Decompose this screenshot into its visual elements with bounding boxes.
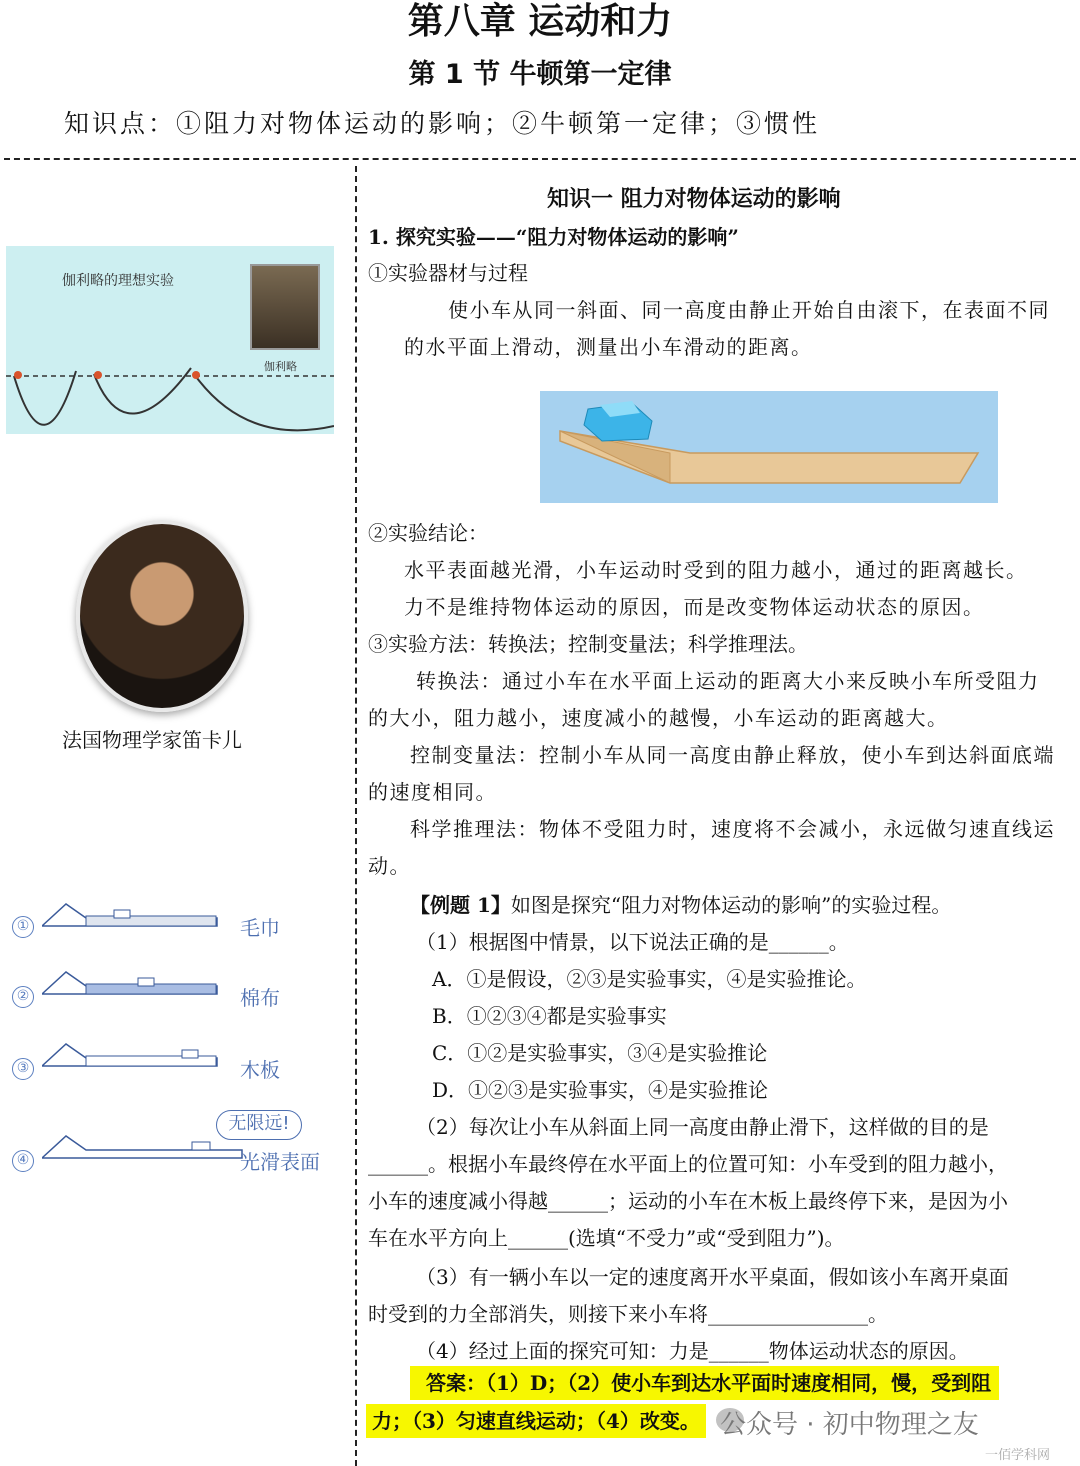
surface-number: ④	[12, 1150, 34, 1172]
knowledge-points: 知识点：①阻力对物体运动的影响；②牛顿第一定律；③惯性	[64, 109, 821, 138]
surface-smooth	[12, 1113, 342, 1202]
method-line: 动。	[368, 854, 411, 878]
question-3: （3）有一辆小车以一定的速度离开水平桌面，假如该小车离开桌面	[416, 1265, 1009, 1289]
column-divider	[355, 166, 357, 1466]
question-4: （4）经过上面的探究可知：力是______物体运动状态的原因。	[416, 1339, 969, 1363]
galileo-curves	[6, 246, 334, 434]
conclusion-line: 力不是维持物体运动的原因，而是改变物体运动状态的原因。	[404, 595, 985, 619]
top-divider	[4, 158, 1076, 160]
infinite-bubble: 无限远!	[216, 1110, 302, 1140]
example-tag: 【例题 1】	[410, 893, 511, 917]
section-title: 第 1 节 牛顿第一定律	[408, 59, 672, 90]
method-line: 的大小，阻力越小，速度减小的越慢，小车运动的距离越大。	[368, 706, 949, 730]
surface-towel	[12, 908, 342, 968]
question-2-cont: ______。根据小车最终停在水平面上的位置可知：小车受到的阻力越小，	[368, 1152, 1008, 1176]
method-line: 的速度相同。	[368, 780, 497, 804]
subsection-materials: ①实验器材与过程	[368, 261, 528, 285]
question-2: （2）每次让小车从斜面上同一高度由静止滑下，这样做的目的是	[416, 1115, 989, 1139]
option-b: B．①②③④都是实验事实	[432, 1004, 667, 1028]
incline-cart-drawing	[540, 391, 998, 503]
surface-number: ②	[12, 986, 34, 1008]
surface-label: 光滑表面	[240, 1150, 320, 1174]
question-3-cont: 时受到的力全部消失，则接下来小车将________________。	[368, 1302, 888, 1326]
surface-label: 毛巾	[240, 916, 280, 940]
experiment-title: 1. 探究实验——“阻力对物体运动的影响”	[368, 225, 739, 249]
surface-number: ③	[12, 1058, 34, 1080]
galileo-experiment-figure	[6, 246, 334, 434]
option-d: D．①②③是实验事实，④是实验推论	[432, 1078, 769, 1102]
corner-watermark: 一佰学科网	[985, 1448, 1051, 1463]
answer-line: 答案：（1）D；（2）使小车到达水平面时速度相同，慢，受到阻	[410, 1366, 999, 1400]
surface-number: ①	[12, 916, 34, 938]
subsection-methods: ③实验方法：转换法；控制变量法；科学推理法。	[368, 632, 808, 656]
surface-cotton	[12, 978, 342, 1038]
option-c: C．①②是实验事实，③④是实验推论	[432, 1041, 768, 1065]
answer-line: 力；（3）匀速直线运动；（4）改变。	[366, 1404, 706, 1438]
incline-wood-icon	[42, 1038, 252, 1078]
surface-label: 木板	[240, 1058, 280, 1082]
chapter-title: 第八章 运动和力	[407, 1, 673, 42]
procedure-line: 的水平面上滑动，测量出小车滑动的距离。	[404, 335, 813, 359]
knowledge-heading: 知识一 阻力对物体运动的影响	[547, 187, 841, 212]
method-line: 科学推理法：物体不受阻力时，速度将不会减小，永远做匀速直线运	[410, 817, 1055, 841]
example-text: 如图是探究“阻力对物体运动的影响”的实验过程。	[510, 893, 952, 917]
galileo-name: 伽利略	[264, 360, 297, 373]
incline-towel-icon	[42, 898, 252, 938]
option-a: A．①是假设，②③是实验事实，④是实验推论。	[432, 967, 867, 991]
surface-label: 棉布	[240, 986, 280, 1010]
question-1: （1）根据图中情景，以下说法正确的是______。	[416, 930, 849, 954]
watermark: 公众号 · 初中物理之友	[720, 1410, 979, 1440]
incline-smooth-icon	[42, 1130, 252, 1170]
incline-cart-figure	[540, 391, 998, 503]
question-2-cont: 车在水平方向上______(选填“不受力”或“受到阻力”)。	[368, 1226, 845, 1250]
subsection-conclusion: ②实验结论：	[368, 521, 488, 545]
conclusion-line: 水平表面越光滑，小车运动时受到的阻力越小，通过的距离越长。	[404, 558, 1028, 582]
method-line: 控制变量法：控制小车从同一高度由静止释放，使小车到达斜面底端	[410, 743, 1055, 767]
descartes-caption: 法国物理学家笛卡儿	[62, 728, 242, 752]
galileo-caption: 伽利略的理想实验	[62, 273, 174, 289]
descartes-portrait	[76, 520, 248, 712]
procedure-line: 使小车从同一斜面、同一高度由静止开始自由滚下，在表面不同	[448, 298, 1050, 322]
example-intro	[410, 892, 951, 918]
method-line: 转换法：通过小车在水平面上运动的距离大小来反映小车所受阻力	[416, 669, 1040, 693]
incline-cotton-icon	[42, 966, 252, 1006]
surface-wood	[12, 1050, 342, 1110]
question-2-cont: 小车的速度减小得越______；运动的小车在木板上最终停下来，是因为小	[368, 1189, 1008, 1213]
